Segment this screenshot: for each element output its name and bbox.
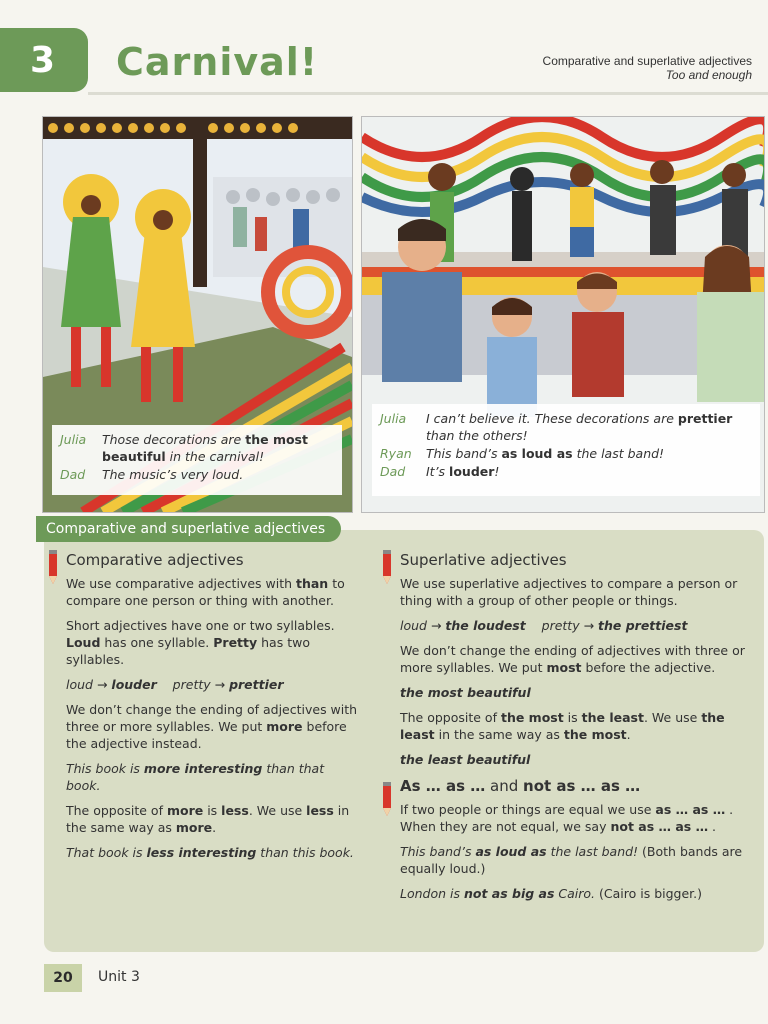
comparative-rule-2: Short adjectives have one or two syllables. Loud has one syllable. Pretty has two syllables. (66, 618, 335, 667)
as-as-example-1: This band’s as loud as the last band! (Both bands are equally loud.) (400, 844, 743, 876)
as-as-heading: As … as … and not as … as … (400, 777, 641, 795)
speaker-name: Dad (60, 467, 86, 482)
superlative-section (400, 552, 750, 910)
dialogue-caption-left (52, 425, 342, 495)
unit-label: Unit 3 (98, 969, 140, 985)
topic-line-2: Too and enough (665, 68, 752, 82)
pencil-icon (44, 550, 62, 586)
dialogue-text: Those decorations are the most beautiful in the carnival! (102, 432, 308, 464)
superlative-example-2: the most beautiful (400, 685, 531, 700)
speaker-name: Ryan (380, 446, 412, 461)
dialogue-line (380, 463, 752, 480)
grammar-tab-label: Comparative and superlative adjectives (36, 516, 341, 542)
dialogue-line (380, 410, 752, 444)
page-title: Carnival! (116, 40, 319, 84)
superlative-rule-2: We don’t change the ending of adjectives with three or more syllables. We put most before the adjective. (400, 643, 745, 675)
pencil-icon (378, 550, 396, 586)
superlative-example-3: the least beautiful (400, 752, 531, 767)
unit-number-tab (0, 28, 88, 92)
page-number: 20 (44, 964, 82, 992)
superlative-rule-1: We use superlative adjectives to compare a person or thing with a group of other people or things. (400, 576, 738, 608)
superlative-example-1: loud → the loudest pretty → the prettiest (400, 618, 688, 633)
superlative-rule-3: The opposite of the most is the least. We use the least in the same way as the most. (400, 710, 725, 742)
comparative-example-3: That book is less interesting than this book. (66, 845, 354, 860)
comparative-rule-1: We use comparative adjectives with than to compare one person or thing with another. (66, 576, 345, 608)
comparative-rule-3: We don’t change the ending of adjectives with three or more syllables. We put more before the adjective instead. (66, 702, 358, 751)
header-divider (88, 92, 768, 95)
topic-line-1: Comparative and superlative adjectives (542, 54, 752, 68)
speaker-name: Julia (60, 432, 87, 447)
comparative-example-1: loud → louder pretty → prettier (66, 677, 284, 692)
dialogue-text: It’s louder! (426, 464, 500, 479)
speaker-name: Dad (380, 464, 406, 479)
superlative-heading: Superlative adjectives (400, 551, 567, 569)
dialogue-text: This band’s as loud as the last band! (426, 446, 665, 461)
dialogue-text: I can’t believe it. These decorations are prettier than the others! (426, 411, 733, 443)
dialogue-line (60, 431, 334, 465)
comparative-heading: Comparative adjectives (66, 551, 244, 569)
speaker-name: Julia (380, 411, 407, 426)
comparative-rule-4: The opposite of more is less. We use less in the same way as more. (66, 803, 350, 835)
comparative-example-2: This book is more interesting than that book. (66, 761, 325, 793)
dialogue-caption-right (372, 404, 760, 496)
pencil-icon (378, 782, 396, 818)
topic-summary (543, 54, 752, 82)
comparative-section (66, 552, 358, 869)
dialogue-text: The music’s very loud. (102, 467, 244, 482)
dialogue-line (380, 445, 752, 462)
as-as-rule: If two people or things are equal we use as … as … . When they are not equal, we say not as … as … . (400, 802, 734, 834)
dialogue-line (60, 466, 334, 483)
as-as-example-2: London is not as big as Cairo. (Cairo is bigger.) (400, 886, 703, 901)
unit-number: 3 (30, 40, 56, 81)
